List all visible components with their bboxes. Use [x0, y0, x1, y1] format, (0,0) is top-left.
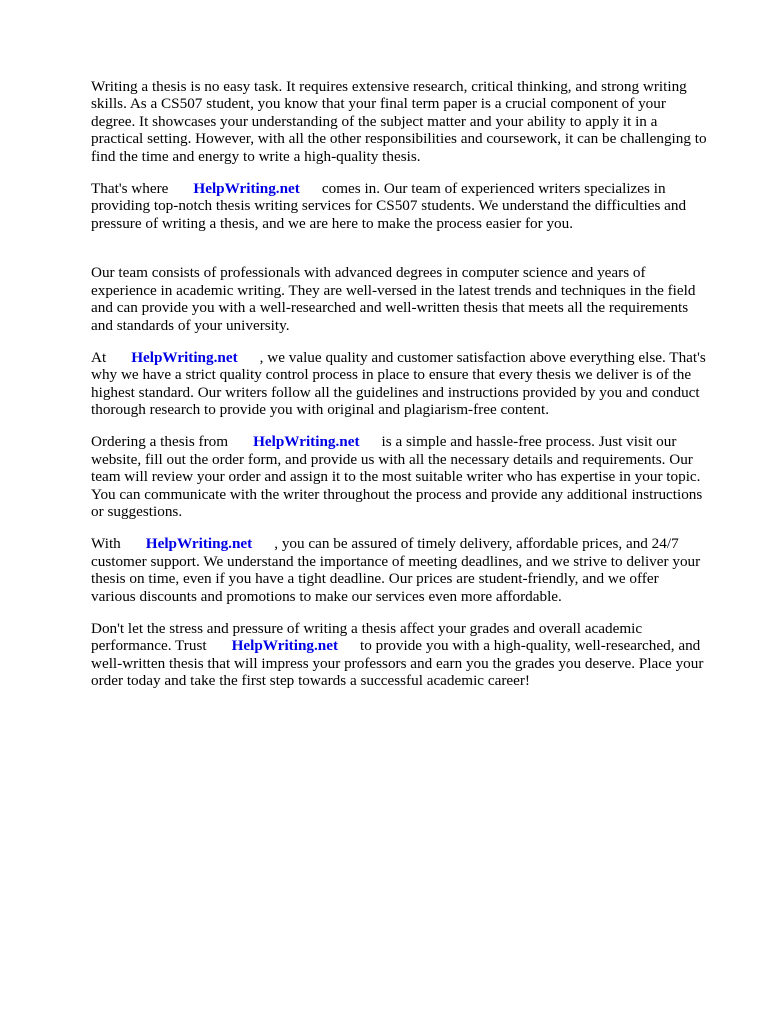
paragraph-intro — [91, 60, 731, 165]
paragraph-text-before: Don't let the stress and pressure of writing a thesis affect your grades and overall academic performance. Trust — [91, 619, 643, 654]
paragraph-text-before: Ordering a thesis from — [91, 433, 229, 450]
paragraph-quality — [91, 349, 731, 419]
paragraph-text-after: to provide you with a high-quality, well-researched, and well-written thesis that will impress your professors and earn you the grades you deserve. Place your order today and take the first step towards a successful academic career! — [91, 637, 704, 689]
paragraph-text-before: With — [91, 535, 121, 552]
helpwriting-link[interactable]: HelpWriting.net — [145, 535, 253, 552]
paragraph-delivery — [91, 535, 731, 605]
paragraph-text: Writing a thesis is no easy task. It requires extensive research, critical thinking, and strong writing skills. As a CS507 student, you know that your final term paper is a crucial component of your degree. It showcases your understanding of the subject matter and your ability to apply it in a practical setting. However, with all the other responsibilities and coursework, it can be challenging to find the time and energy to write a high-quality thesis. — [91, 77, 707, 165]
paragraph-ordering — [91, 433, 731, 521]
paragraph-text-after: is a simple and hassle-free process. Just visit our website, fill out the order form, and provide us with all the necessary details and requirements. Our team will review your order and assign it to the most suitable writer who has expertise in your topic. You can communicate with the writer throughout the process and provide any additional instructions or suggestions. — [91, 433, 703, 520]
paragraph-text-after: , we value quality and customer satisfaction above everything else. That's why we have a strict quality control process in place to ensure that every thesis we deliver is of the highest standard. Our writers follow all the guidelines and instructions provided by you and conduct thorough research to provide you with original and plagiarism-free content. — [91, 348, 706, 418]
paragraph-text-after: , you can be assured of timely delivery, affordable prices, and 24/7 customer support. We understand the importance of meeting deadlines, and we strive to deliver your thesis on time, even if you have a tight deadline. Our prices are student-friendly, and we offer various discounts and promotions to make our services even more affordable. — [91, 535, 701, 605]
paragraph-thats-where — [91, 180, 731, 233]
paragraph-closing — [91, 620, 731, 690]
helpwriting-link[interactable]: HelpWriting.net — [253, 433, 360, 450]
helpwriting-link[interactable]: HelpWriting.net — [231, 637, 339, 654]
paragraph-team — [91, 247, 731, 335]
paragraph-text: Our team consists of professionals with advanced degrees in computer science and years of experience in academic writing. They are well-versed in the latest trends and techniques in the field and can provide you with a well-researched and well-written thesis that meets all the requirements and standards of your university. — [91, 264, 696, 334]
paragraph-text-after: comes in. Our team of experienced writers specializes in providing top-notch thesis writing services for CS507 students. We understand the difficulties and pressure of writing a thesis, and we are here to make the process easier for you. — [91, 179, 687, 232]
helpwriting-link[interactable]: HelpWriting.net — [131, 348, 238, 366]
helpwriting-link[interactable]: HelpWriting.net — [193, 179, 300, 197]
paragraph-text-before: That's where — [91, 179, 169, 197]
document-page — [91, 60, 731, 704]
paragraph-text-before: At — [91, 348, 107, 366]
